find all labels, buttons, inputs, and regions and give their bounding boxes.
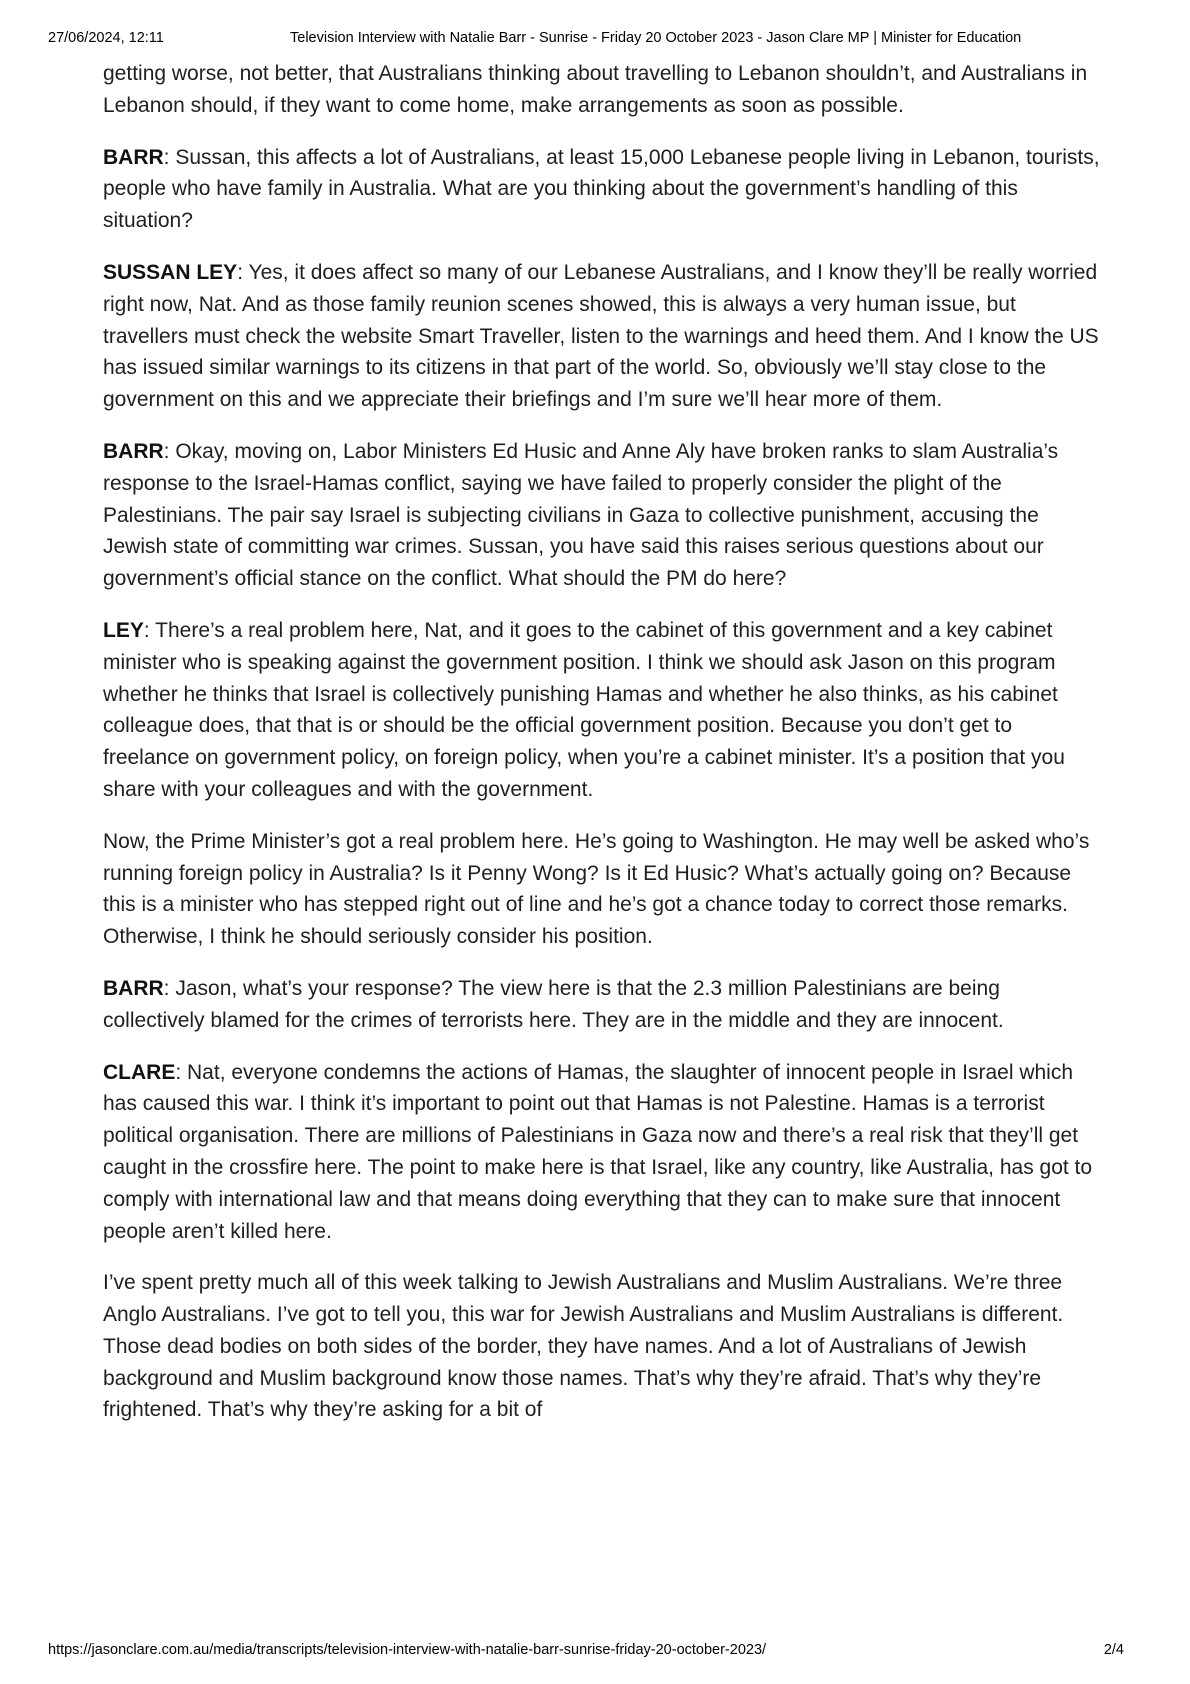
- paragraph-text: Now, the Prime Minister’s got a real problem here. He’s going to Washington. He may well be asked who’s running foreign policy in Australia? Is it Penny Wong? Is it Ed Husic? What’s actually going on? Because this is a minister who has stepped right out of line and he’s got a chance today to correct those remarks. Otherwise, I think he should seriously consider his position.: [103, 829, 1090, 949]
- speaker-name: LEY: [103, 618, 144, 642]
- speaker-name: SUSSAN LEY: [103, 260, 238, 284]
- speaker-name: BARR: [103, 145, 164, 169]
- paragraph-text: I’ve spent pretty much all of this week talking to Jewish Australians and Muslim Australians. We’re three Anglo Australians. I’ve got to tell you, this war for Jewish Australians and Muslim Australians is different. Those dead bodies on both sides of the border, they have names. And a lot of Australians of Jewish background and Muslim background know those names. That’s why they’re afraid. That’s why they’re frightened. That’s why they’re asking for a bit of: [103, 1271, 1064, 1422]
- paragraph-text: : Okay, moving on, Labor Ministers Ed Husic and Anne Aly have broken ranks to slam Australia’s response to the Israel-Hamas conflict, saying we have failed to properly consider the plight of the Palestinians. The pair say Israel is subjecting civilians in Gaza to collective punishment, accusing the Jewish state of committing war crimes. Sussan, you have said this raises serious questions about our government’s official stance on the conflict. What should the PM do here?: [103, 439, 1059, 591]
- transcript-body: [103, 58, 1103, 1446]
- paragraph-text: : Nat, everyone condemns the actions of Hamas, the slaughter of innocent people in Israel which has caused this war. I think it’s important to point out that Hamas is not Palestine. Hamas is a terrorist political organisation. There are millions of Palestinians in Gaza now and there’s a real risk that they’ll get caught in the crossfire here. The point to make here is that Israel, like any country, like Australia, has got to comply with international law and that means doing everything that they can to make sure that innocent people aren’t killed here.: [103, 1060, 1093, 1243]
- speaker-name: BARR: [103, 976, 164, 1000]
- transcript-paragraph: [103, 257, 1103, 416]
- transcript-paragraph: [103, 436, 1103, 595]
- transcript-paragraph: [103, 826, 1103, 953]
- print-footer: [48, 1642, 1142, 1662]
- transcript-paragraph: [103, 58, 1103, 122]
- transcript-paragraph: [103, 973, 1103, 1037]
- paragraph-text: getting worse, not better, that Australians thinking about travelling to Lebanon shouldn’t, and Australians in Lebanon should, if they want to come home, make arrangements as soon as possible.: [103, 62, 1088, 117]
- paragraph-text: : Yes, it does affect so many of our Lebanese Australians, and I know they’ll be really worried right now, Nat. And as those family reunion scenes showed, this is always a very human issue, but travellers must check the website Smart Traveller, listen to the warnings and heed them. And I know the US has issued similar warnings to its citizens in that part of the world. So, obviously we’ll stay close to the government on this and we appreciate their briefings and I’m sure we’ll hear more of them.: [103, 260, 1099, 412]
- paragraph-text: : Sussan, this affects a lot of Australians, at least 15,000 Lebanese people living in Lebanon, tourists, people who have family in Australia. What are you thinking about the government’s handling of this situation?: [103, 145, 1100, 233]
- page-url: https://jasonclare.com.au/media/transcripts/television-interview-with-natalie-barr-sunrise-friday-20-october-2023/: [48, 1642, 767, 1658]
- transcript-paragraph: [103, 1057, 1103, 1248]
- page-number: 2/4: [1103, 1642, 1124, 1658]
- paragraph-text: : There’s a real problem here, Nat, and it goes to the cabinet of this government and a key cabinet minister who is speaking against the government position. I think we should ask Jason on this program whether he thinks that Israel is collectively punishing Hamas and whether he also thinks, as his cabinet colleague does, that that is or should be the official government position. Because you don’t get to freelance on government policy, on foreign policy, when you’re a cabinet minister. It’s a position that you share with your colleagues and with the government.: [103, 618, 1065, 801]
- paragraph-text: : Jason, what’s your response? The view here is that the 2.3 million Palestinians are being collectively blamed for the crimes of terrorists here. They are in the middle and they are innocent.: [103, 976, 1004, 1032]
- document-title: Television Interview with Natalie Barr - Sunrise - Friday 20 October 2023 - Jason Clare MP | Minister for Education: [290, 30, 1022, 46]
- speaker-name: BARR: [103, 439, 164, 463]
- print-timestamp: 27/06/2024, 12:11: [48, 30, 164, 46]
- transcript-paragraph: [103, 615, 1103, 806]
- transcript-paragraph: [103, 142, 1103, 237]
- print-header: [48, 30, 1142, 50]
- speaker-name: CLARE: [103, 1060, 176, 1084]
- transcript-paragraph: [103, 1267, 1103, 1426]
